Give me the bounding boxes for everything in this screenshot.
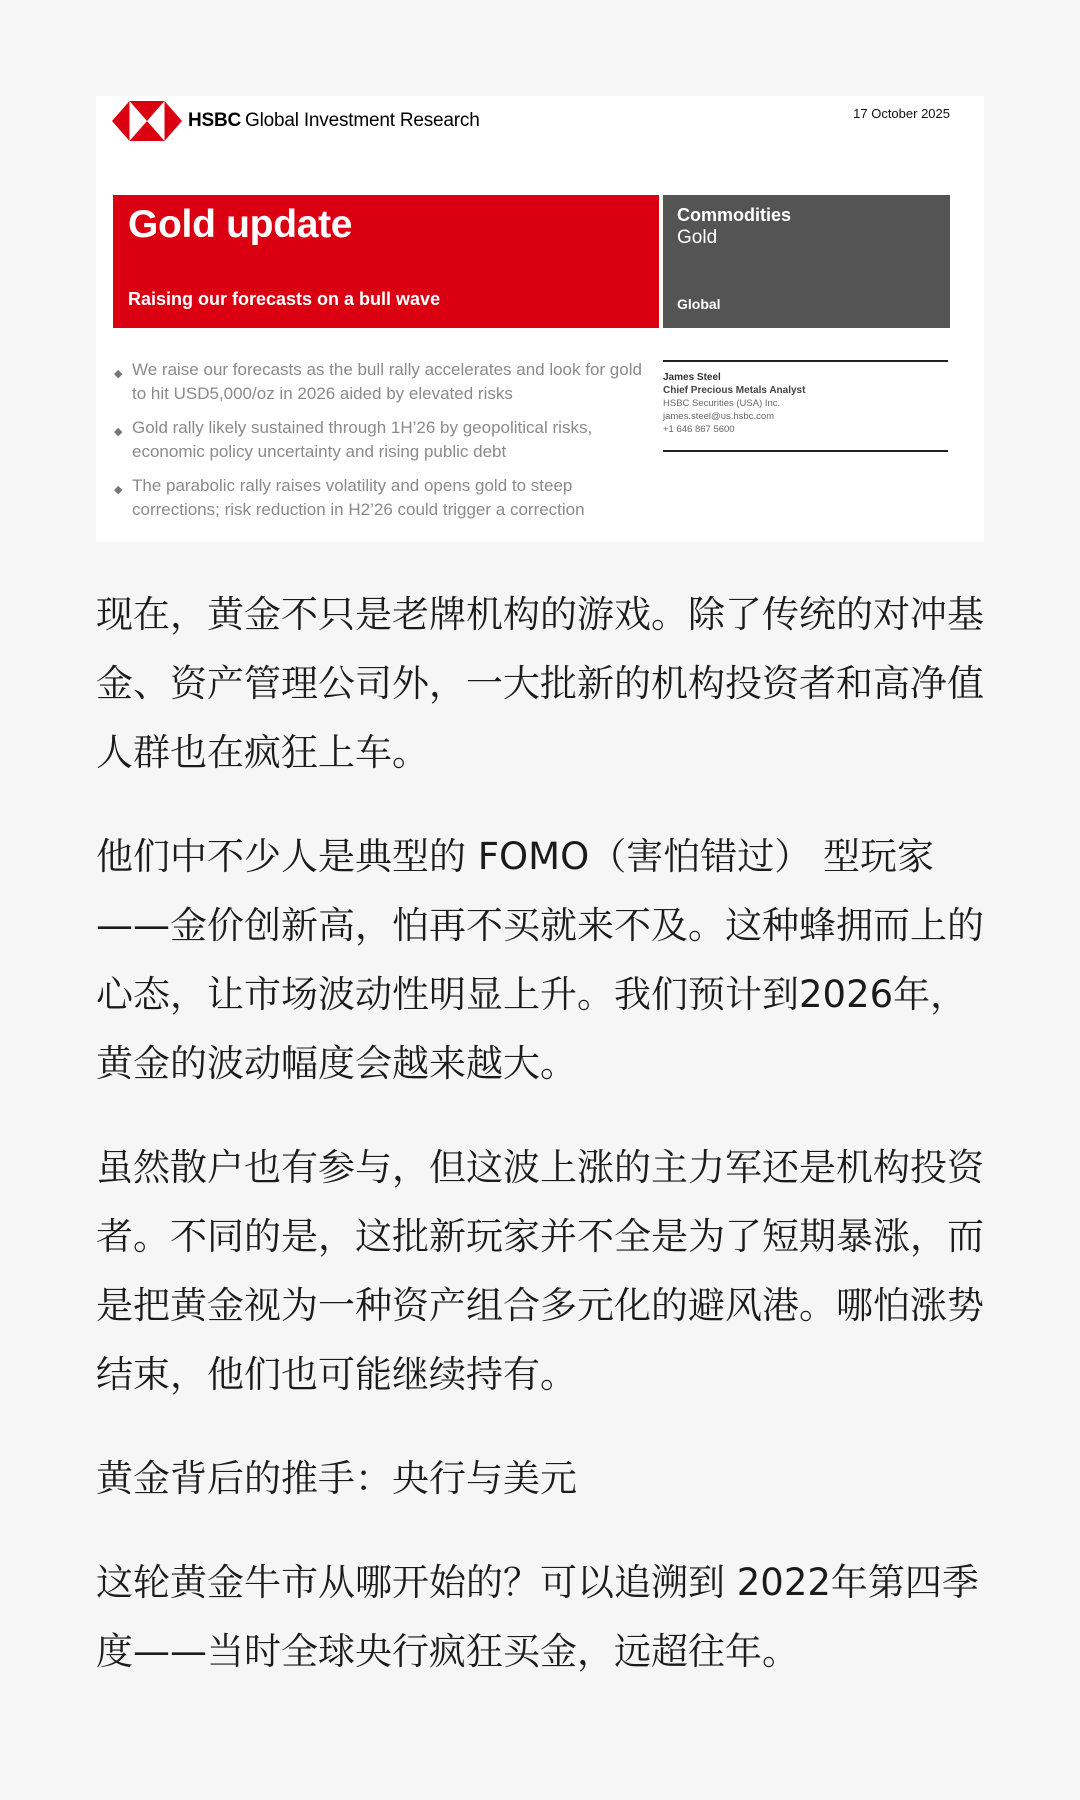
key-point-text: The parabolic rally raises volatility and opens gold to steep corrections; risk reduction in H2’26 could trigger a correction <box>132 476 585 519</box>
analyst-email: james.steel@us.hsbc.com <box>663 411 775 422</box>
article-paragraph: 虽然散户也有参与，但这波上涨的主力军还是机构投资者。不同的是，这批新玩家并不全是为了短期暴涨，而是把黄金视为一种资产组合多元化的避风港。哪怕涨势结束，他们也可能继续持有。 <box>96 1146 984 1396</box>
report-cover <box>96 96 984 542</box>
brand-name-rest: Global Investment Research <box>245 110 480 131</box>
section-heading: 黄金背后的推手：央行与美元 <box>96 1457 577 1500</box>
key-point-text: We raise our forecasts as the bull rally accelerates and look for gold to hit USD5,000/oz in 2026 aided by elevated risks <box>132 360 642 403</box>
analyst-phone: +1 646 867 5600 <box>663 424 735 435</box>
report-subtitle: Raising our forecasts on a bull wave <box>128 289 441 309</box>
article-paragraph: 这轮黄金牛市从哪开始的？可以追溯到 2022年第四季度——当时全球央行疯狂买金，远超往年。 <box>96 1561 979 1673</box>
key-points-list <box>114 358 654 532</box>
category-box <box>663 195 950 328</box>
region-label: Global <box>677 296 721 312</box>
hsbc-hexagon-logo <box>112 101 182 141</box>
hsbc-brand <box>112 101 480 141</box>
analyst-card <box>663 360 948 452</box>
key-point <box>114 474 654 522</box>
article-body <box>96 580 996 1721</box>
diamond-bullet-icon: ◆ <box>114 484 123 496</box>
analyst-company: HSBC Securities (USA) Inc. <box>663 398 781 409</box>
diamond-bullet-icon: ◆ <box>114 368 123 380</box>
article-paragraph: 现在，黄金不只是老牌机构的游戏。除了传统的对冲基金、资产管理公司外，一大批新的机构投资者和高净值人群也在疯狂上车。 <box>96 593 984 774</box>
diamond-bullet-icon: ◆ <box>114 426 123 438</box>
analyst-role: Chief Precious Metals Analyst <box>663 385 806 396</box>
article-paragraph: 他们中不少人是典型的 FOMO（害怕错过） 型玩家——金价创新高，怕再不买就来不及。这种蜂拥而上的心态，让市场波动性明显上升。我们预计到2026年，黄金的波动幅度会越来越大。 <box>96 835 984 1085</box>
brand-name-bold: HSBC <box>188 110 242 131</box>
sub-sector-label: Gold <box>677 227 718 248</box>
brand-name <box>188 110 480 132</box>
key-point <box>114 358 654 406</box>
report-date: 17 October 2025 <box>853 106 950 121</box>
key-point <box>114 416 654 464</box>
report-title: Gold update <box>128 203 353 246</box>
sector-label: Commodities <box>677 205 792 225</box>
title-banner <box>113 195 659 328</box>
analyst-name: James Steel <box>663 372 721 383</box>
key-point-text: Gold rally likely sustained through 1H’26 by geopolitical risks, economic policy uncertainty and rising public debt <box>132 418 593 461</box>
